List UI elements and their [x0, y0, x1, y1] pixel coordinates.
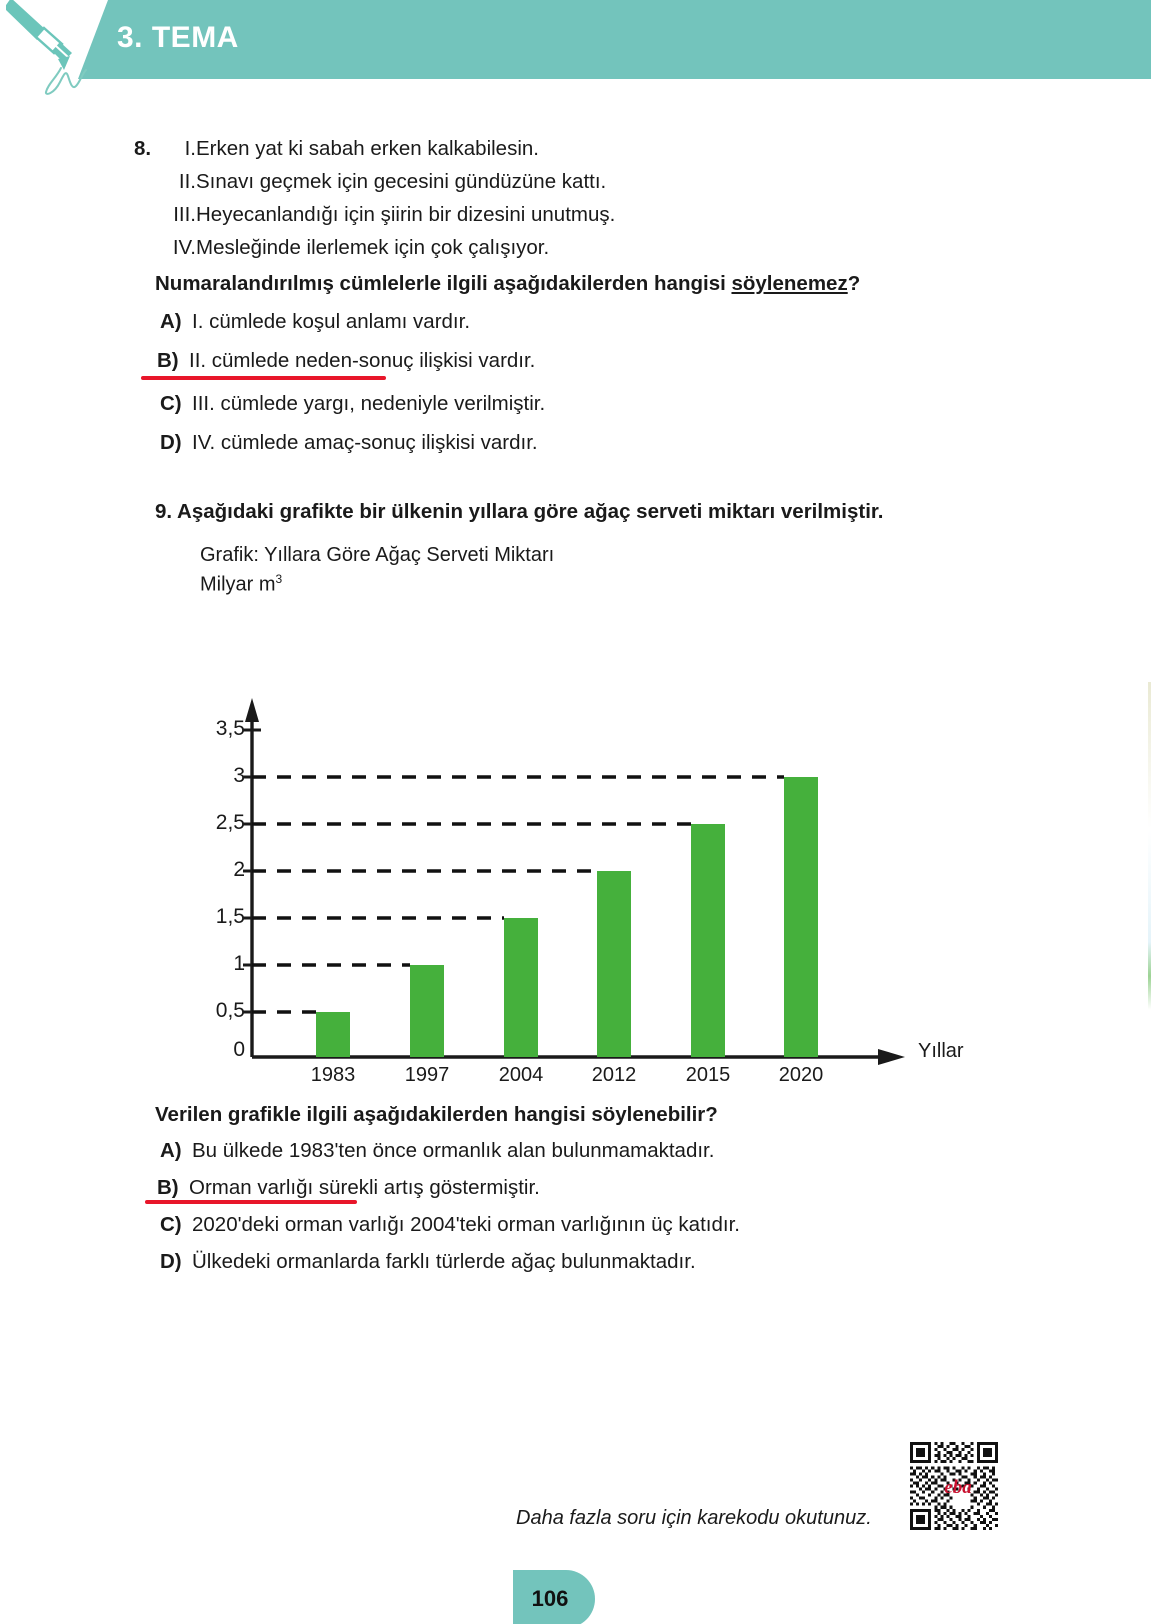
q8-item-numeral: I.	[184, 137, 196, 160]
x-tick-label: 1997	[404, 1064, 450, 1086]
eba-logo: eba	[944, 1477, 972, 1498]
bar-2020	[784, 777, 818, 1057]
q8-item-numeral: IV.	[172, 236, 196, 259]
q8-option-d-letter[interactable]: D)	[160, 431, 182, 454]
x-tick-label: 2012	[591, 1064, 637, 1086]
q8-stem-underlined: söylenemez	[731, 272, 848, 295]
theme-banner	[78, 0, 1151, 79]
chart-title: Grafik: Yıllara Göre Ağaç Serveti Miktarı	[200, 544, 555, 566]
y-tick-label: 3,5	[215, 717, 245, 740]
q8-item-text: Heyecanlandığı için şiirin bir dizesini unutmuş.	[196, 203, 616, 226]
q8-option-b-text[interactable]: II. cümlede neden-sonuç ilişkisi vardır.	[189, 349, 536, 372]
y-tick-label: 1	[233, 952, 245, 975]
q9-option-d-letter[interactable]: D)	[160, 1250, 182, 1273]
q8-option-a-letter[interactable]: A)	[160, 310, 182, 333]
q8-stem-after: ?	[847, 272, 861, 295]
q8-option-c-text[interactable]: III. cümlede yargı, nedeniyle verilmiştir.	[192, 392, 546, 415]
q9-option-b-highlight-mark	[145, 1200, 357, 1204]
bar-1997	[410, 965, 444, 1057]
x-tick-label: 2020	[778, 1064, 824, 1086]
page-number-tag	[513, 1570, 595, 1624]
q8-item-text: Erken yat ki sabah erken kalkabilesin.	[196, 137, 539, 160]
theme-title: 3. TEMA	[117, 21, 239, 54]
bar-2004	[504, 918, 538, 1057]
y-tick-label: 0,5	[215, 999, 245, 1022]
footer-note: Daha fazla soru için karekodu okutunuz.	[516, 1507, 872, 1529]
q8-option-d-text[interactable]: IV. cümlede amaç-sonuç ilişkisi vardır.	[192, 431, 538, 454]
q9-option-a-letter[interactable]: A)	[160, 1139, 182, 1162]
question-8-number: 8.	[134, 137, 152, 160]
question-9-stem: 9. Aşağıdaki grafikte bir ülkenin yıllara göre ağaç serveti miktarı verilmiştir.	[155, 500, 884, 523]
y-tick-label: 2,5	[215, 811, 245, 834]
chart-plot-area	[0, 82, 1151, 1142]
q8-option-a-text[interactable]: I. cümlede koşul anlamı vardır.	[192, 310, 471, 333]
q8-item-numeral: III.	[173, 203, 196, 226]
x-tick-label: 1983	[310, 1064, 356, 1086]
y-tick-label: 1,5	[215, 905, 245, 928]
page-number: 106	[531, 1586, 569, 1611]
bar-2012	[597, 871, 631, 1057]
bar-chart	[0, 82, 1151, 1086]
q9-option-b-text[interactable]: Orman varlığı sürekli artış göstermiştir.	[189, 1176, 540, 1199]
question-9-sub-stem: Verilen grafikle ilgili aşağıdakilerden hangisi söylenebilir?	[155, 1103, 718, 1126]
q8-item-numeral: II.	[178, 170, 196, 193]
y-tick-label: 2	[233, 858, 245, 881]
q8-option-b-letter[interactable]: B)	[157, 349, 179, 372]
chart-unit-text: Milyar m	[200, 573, 276, 596]
q8-item-text: Sınavı geçmek için gecesini gündüzüne kattı.	[196, 170, 607, 193]
x-axis-title: Yıllar	[918, 1040, 964, 1062]
page-header	[0, 0, 1151, 82]
q9-option-c-text[interactable]: 2020'deki orman varlığı 2004'teki orman varlığının üç katıdır.	[192, 1213, 740, 1236]
q9-option-d-text[interactable]: Ülkedeki ormanlarda farklı türlerde ağaç bulunmaktadır.	[192, 1250, 696, 1273]
y-axis-arrow	[245, 698, 259, 722]
x-tick-label: 2004	[498, 1064, 544, 1086]
bar-2015	[691, 824, 725, 1057]
x-axis-arrow	[878, 1049, 905, 1065]
q8-item-text: Mesleğinde ilerlemek için çok çalışıyor.	[196, 236, 550, 259]
q8-stem-before: Numaralandırılmış cümlelerle ilgili aşağıdakilerden hangisi	[155, 272, 732, 295]
y-tick-label: 0	[233, 1038, 245, 1061]
chart-unit-exponent: 3	[275, 572, 283, 586]
y-tick-label: 3	[233, 764, 245, 787]
x-tick-label: 2015	[685, 1064, 731, 1086]
q9-option-c-letter[interactable]: C)	[160, 1213, 182, 1236]
q9-option-a-text[interactable]: Bu ülkede 1983'ten önce ormanlık alan bulunmamaktadır.	[192, 1139, 715, 1162]
q9-option-b-letter[interactable]: B)	[157, 1176, 179, 1199]
bar-1983	[316, 1012, 350, 1057]
q8-option-c-letter[interactable]: C)	[160, 392, 182, 415]
